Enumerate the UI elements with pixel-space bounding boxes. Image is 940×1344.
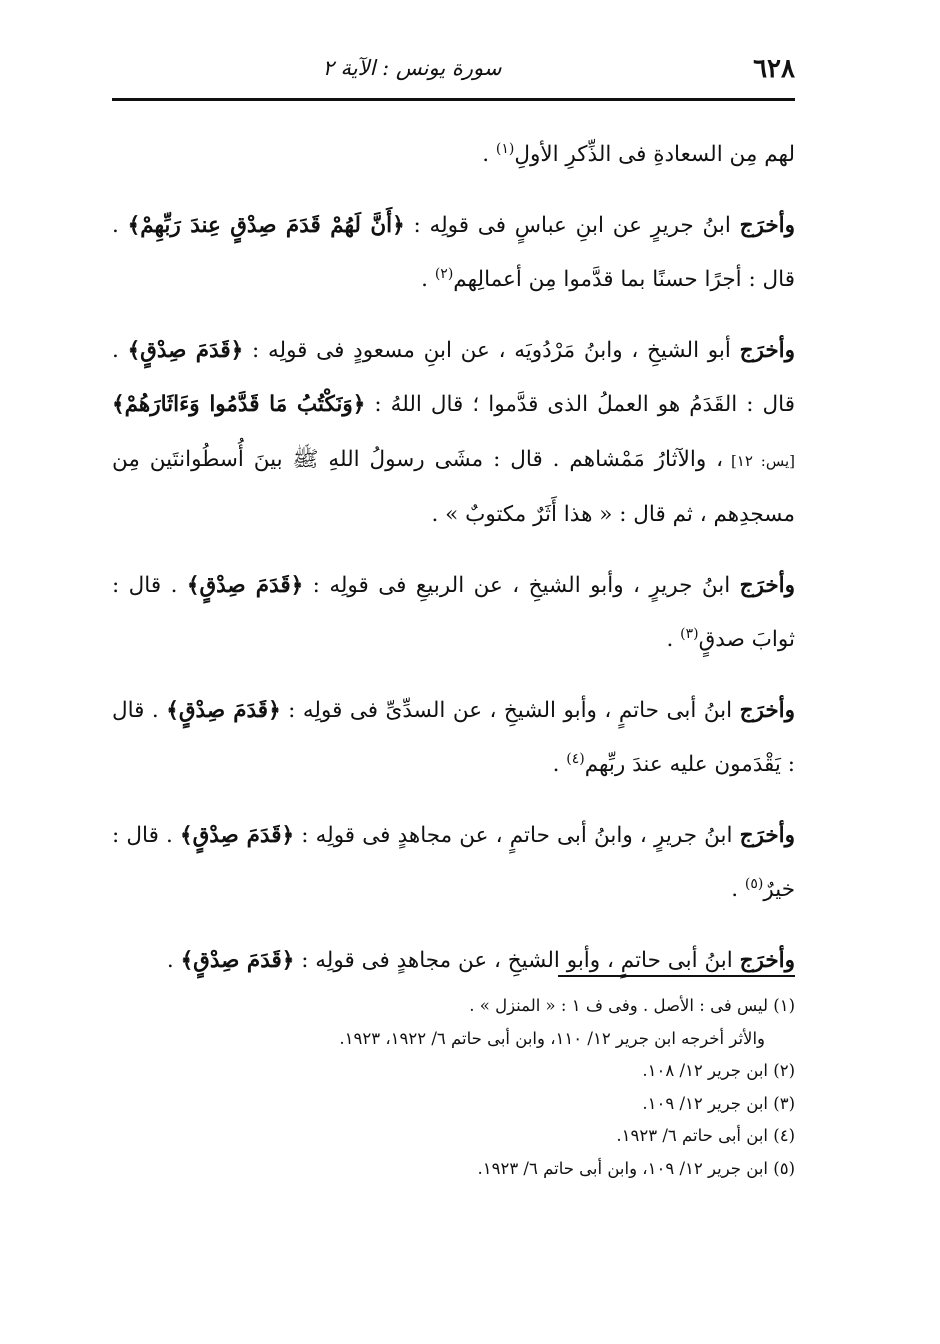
paragraph-end: . <box>552 752 567 777</box>
paragraph-text: . قال : خيرٌ <box>112 823 795 902</box>
paragraph-text: ابنُ جريرٍ ، وابنُ أبى حاتمٍ ، عن مجاهدٍ فى قولِه : <box>294 823 740 848</box>
paragraph-text: . قال : يَقْدَمون عليه عندَ ربِّهم <box>112 698 795 777</box>
quran-quote: ﴿وَنَكْتُبُ مَا قَدَّمُوا وَءَاثَارَهُمْ﴾ <box>112 392 366 417</box>
running-title: سورة يونس : الآية ٢ <box>322 56 502 80</box>
quran-quote: ﴿قَدَمَ صِدْقٍ﴾ <box>166 698 281 723</box>
footnote-1: (١) ليس فى : الأصل . وفى ف ١ : « المنزل » . <box>469 996 795 1015</box>
paragraph-text: أبو الشيخِ ، وابنُ مَرْدُويَه ، عن ابنِ مسعودٍ فى قولِه : <box>243 338 740 363</box>
paragraph-text: ابنُ جريرٍ عن ابنِ عباسٍ فى قولِه : <box>404 213 740 238</box>
paragraph-lead: وأخرَج <box>739 823 795 848</box>
paragraph-text: لهم مِن السعادةِ فى الذِّكرِ الأولِ <box>514 142 795 167</box>
paragraph-lead: وأخرَج <box>739 338 795 363</box>
paragraph-text: ابنُ أبى حاتمٍ ، وأبو الشيخِ ، عن مجاهدٍ فى قولِه : <box>294 948 740 973</box>
paragraph-text: ابنُ جريرٍ ، وأبو الشيخِ ، عن الربيعِ فى قولِه : <box>303 573 740 598</box>
quran-quote: ﴿أَنَّ لَهُمْ قَدَمَ صِدْقٍ عِندَ رَبِّهِمْ﴾ <box>127 213 405 238</box>
paragraph-1 <box>112 128 795 182</box>
paragraph-text: ابنُ أبى حاتمٍ ، وأبو الشيخِ ، عن السدِّىِّ فى قولِه : <box>280 698 740 723</box>
paragraph-text: ، والآثارُ مَمْشاهم . قال : مشَى رسولُ اللهِ ﷺ بينَ أُسطُوانتَين مِن مسجدِهم ، ثم قال : « هذا أَثَرٌ مكتوبٌ » . <box>112 447 795 527</box>
paragraph-5 <box>112 684 795 792</box>
paragraph-text: . قال : ثوابَ صدقٍ <box>112 573 795 652</box>
quran-quote: ﴿قَدَمَ صِدْقٍ﴾ <box>179 823 295 848</box>
footnote-ref: (١) <box>495 140 515 157</box>
quran-quote: ﴿قَدَمَ صِدْقٍ﴾ <box>180 948 295 973</box>
paragraph-end: . <box>666 627 681 652</box>
footnote-1-continuation: والأثر أخرجه ابن جرير ١٢/ ١١٠، وابن أبى حاتم ٦/ ١٩٢٢، ١٩٢٣. <box>339 1028 765 1048</box>
paragraph-text: . قال : أجرًا حسنًا بما قدَّموا مِن أعمالِهم <box>112 213 795 292</box>
paragraph-3 <box>112 324 795 542</box>
main-text <box>112 128 795 1005</box>
paragraph-lead: وأخرَج <box>739 573 795 598</box>
surah-citation: [يس: ١٢] <box>723 452 795 470</box>
paragraph-lead: وأخرَج <box>739 948 795 973</box>
paragraph-6 <box>112 809 795 917</box>
quran-quote: ﴿قَدَمَ صِدْقٍ﴾ <box>186 573 304 598</box>
footnote-4: (٤) ابن أبى حاتم ٦/ ١٩٢٣. <box>616 1126 795 1145</box>
footnote-ref: (٤) <box>566 750 585 767</box>
paragraph-4 <box>112 559 795 667</box>
footnote-ref: (٥) <box>744 875 764 892</box>
quran-quote: ﴿قَدَمَ صِدْقٍ﴾ <box>127 338 244 363</box>
paragraph-lead: وأخرَج <box>739 213 795 238</box>
footnote-5: (٥) ابن جرير ١٢/ ١٠٩، وابن أبى حاتم ٦/ ١٩٢٣. <box>477 1158 795 1178</box>
page-number: ٦٢٨ <box>753 54 795 84</box>
footnote-separator <box>558 975 795 977</box>
page-header <box>112 48 795 98</box>
paragraph-end: . <box>421 267 435 292</box>
footnote-3: (٣) ابن جرير ١٢/ ١٠٩. <box>642 1093 795 1113</box>
footnote-2: (٢) ابن جرير ١٢/ ١٠٨. <box>642 1061 795 1080</box>
paragraph-end: . <box>482 142 496 167</box>
paragraph-lead: وأخرَج <box>739 698 795 723</box>
footnote-ref: (٢) <box>434 265 454 282</box>
paragraph-7 <box>112 934 795 988</box>
header-rule <box>112 98 795 101</box>
paragraph-end: . <box>166 948 181 973</box>
paragraph-end: . <box>731 877 745 902</box>
footnotes <box>250 990 795 1185</box>
paragraph-2 <box>112 199 795 307</box>
paragraph-text: . قال : القَدَمُ هو العملُ الذى قدَّموا ؛ قال اللهُ : <box>112 338 795 417</box>
footnote-ref: (٣) <box>680 625 699 642</box>
